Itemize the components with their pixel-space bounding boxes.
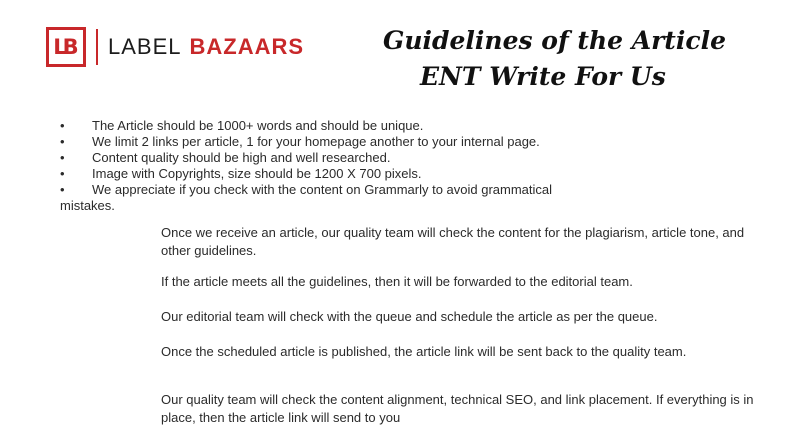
bullet-text: Content quality should be high and well researched. [92, 150, 391, 165]
bullet-dot-icon: • [60, 182, 65, 197]
logo-mark-letters: LB [53, 35, 75, 59]
bullet-text: We appreciate if you check with the content on Grammarly to avoid grammatical [92, 182, 553, 197]
bullet-dot-icon: • [60, 166, 65, 181]
bullet-text: The Article should be 1000+ words and should be unique. [92, 118, 424, 133]
bullet-dot-icon: • [60, 134, 65, 149]
bullet-dot-icon: • [60, 150, 65, 165]
brand-logo [46, 24, 304, 70]
guidelines-bullet-list [60, 118, 552, 198]
bullet-dot-icon: • [60, 118, 65, 133]
process-paragraph-1: Once we receive an article, our quality team will check the content for the plagiarism, article tone, and other guidelines. [161, 225, 745, 258]
process-paragraph-2: If the article meets all the guidelines, then it will be forwarded to the editorial team. [161, 274, 633, 289]
logo-wordmark [108, 34, 304, 60]
logo-word-bazaars: BAZAARS [189, 34, 305, 59]
bullet-item [60, 166, 552, 182]
process-paragraph-5: Our quality team will check the content alignment, technical SEO, and link placement. If everything is in place, then the article link will send to you [161, 392, 754, 425]
bullet-item [60, 182, 552, 198]
process-paragraph-4: Once the scheduled article is published, the article link will be sent back to the quality team. [161, 344, 687, 359]
bullet-item [60, 118, 552, 134]
page-title-line-2: ENT Write For Us [420, 62, 666, 91]
page-title-line-1: Guidelines of the Article [383, 26, 726, 55]
bullet-item [60, 150, 552, 166]
process-paragraph-3: Our editorial team will check with the queue and schedule the article as per the queue. [161, 309, 658, 324]
bullet-item [60, 134, 552, 150]
logo-divider [96, 29, 98, 65]
bullet-wrap-text: mistakes. [60, 198, 115, 213]
bullet-text: Image with Copyrights, size should be 1200 X 700 pixels. [92, 166, 422, 181]
logo-mark [46, 27, 86, 67]
bullet-text: We limit 2 links per article, 1 for your homepage another to your internal page. [92, 134, 540, 149]
logo-word-label: LABEL [108, 34, 182, 59]
